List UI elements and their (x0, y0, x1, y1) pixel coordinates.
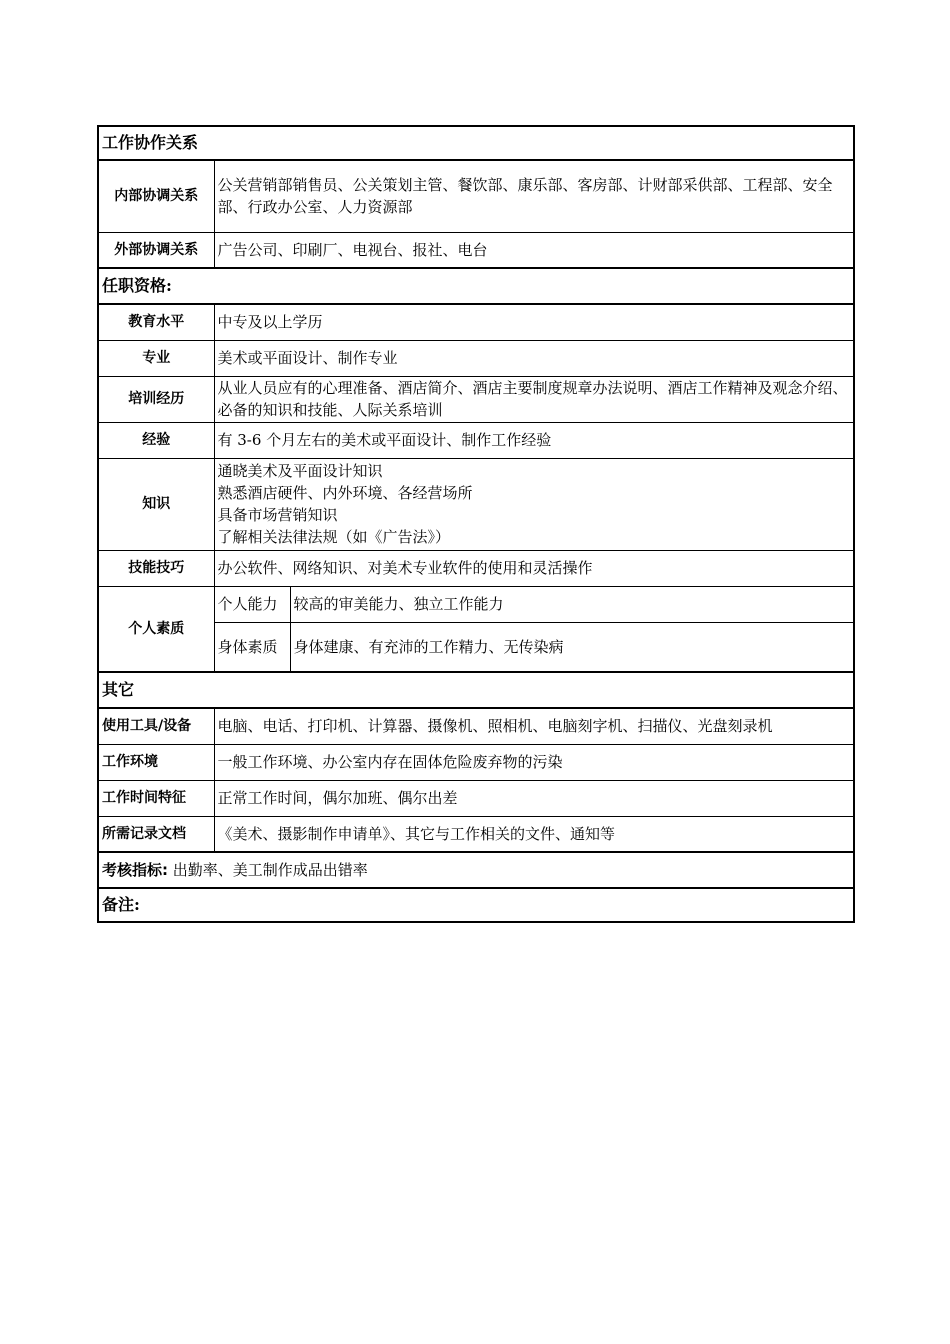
environment-value: 一般工作环境、办公室内存在固体危险废弃物的污染 (214, 744, 854, 780)
training-value: 从业人员应有的心理准备、酒店简介、酒店主要制度规章办法说明、酒店工作精神及观念介绍、必备的知识和技能、人际关系培训 (214, 376, 854, 422)
knowledge-label: 知识 (98, 458, 214, 550)
records-value: 《美术、摄影制作申请单》、其它与工作相关的文件、通知等 (214, 816, 854, 852)
internal-coordination-label: 内部协调关系 (98, 160, 214, 232)
major-label: 专业 (98, 340, 214, 376)
education-value: 中专及以上学历 (214, 304, 854, 340)
major-value: 美术或平面设计、制作专业 (214, 340, 854, 376)
kpi-value: 出勤率、美工制作成品出错率 (172, 861, 368, 879)
tools-value: 电脑、电话、打印机、计算器、摄像机、照相机、电脑刻字机、扫描仪、光盘刻录机 (214, 708, 854, 744)
external-coordination-value: 广告公司、印刷厂、电视台、报社、电台 (214, 232, 854, 268)
internal-coordination-value: 公关营销部销售员、公关策划主管、餐饮部、康乐部、客房部、计财部采供部、工程部、安全部、行政办公室、人力资源部 (214, 160, 854, 232)
skills-label: 技能技巧 (98, 550, 214, 586)
ability-value: 较高的审美能力、独立工作能力 (290, 586, 854, 622)
job-description-sheet (97, 125, 853, 923)
tools-label: 使用工具/设备 (98, 708, 214, 744)
work-time-value: 正常工作时间，偶尔加班、偶尔出差 (214, 780, 854, 816)
physical-label: 身体素质 (214, 622, 290, 672)
external-coordination-label: 外部协调关系 (98, 232, 214, 268)
kpi-label: 考核指标: (102, 861, 168, 879)
knowledge-line: 熟悉酒店硬件、内外环境、各经营场所 (217, 484, 473, 502)
experience-value: 有 3-6 个月左右的美术或平面设计、制作工作经验 (214, 422, 854, 458)
records-label: 所需记录文档 (98, 816, 214, 852)
experience-label: 经验 (98, 422, 214, 458)
skills-value: 办公软件、网络知识、对美术专业软件的使用和灵活操作 (214, 550, 854, 586)
education-label: 教育水平 (98, 304, 214, 340)
personal-quality-label: 个人素质 (98, 586, 214, 672)
job-description-table (97, 125, 855, 923)
knowledge-value (214, 458, 854, 550)
remarks-label: 备注: (98, 888, 854, 922)
ability-label: 个人能力 (214, 586, 290, 622)
section-title-qualifications: 任职资格: (98, 268, 854, 304)
environment-label: 工作环境 (98, 744, 214, 780)
section-title-cooperation: 工作协作关系 (98, 126, 854, 160)
knowledge-line: 通晓美术及平面设计知识 (217, 462, 383, 480)
work-time-label: 工作时间特征 (98, 780, 214, 816)
knowledge-line: 了解相关法律法规（如《广告法》） (217, 528, 451, 546)
training-label: 培训经历 (98, 376, 214, 422)
knowledge-line: 具备市场营销知识 (217, 506, 338, 524)
section-title-other: 其它 (98, 672, 854, 708)
kpi-row (98, 852, 854, 888)
physical-value: 身体建康、有充沛的工作精力、无传染病 (290, 622, 854, 672)
